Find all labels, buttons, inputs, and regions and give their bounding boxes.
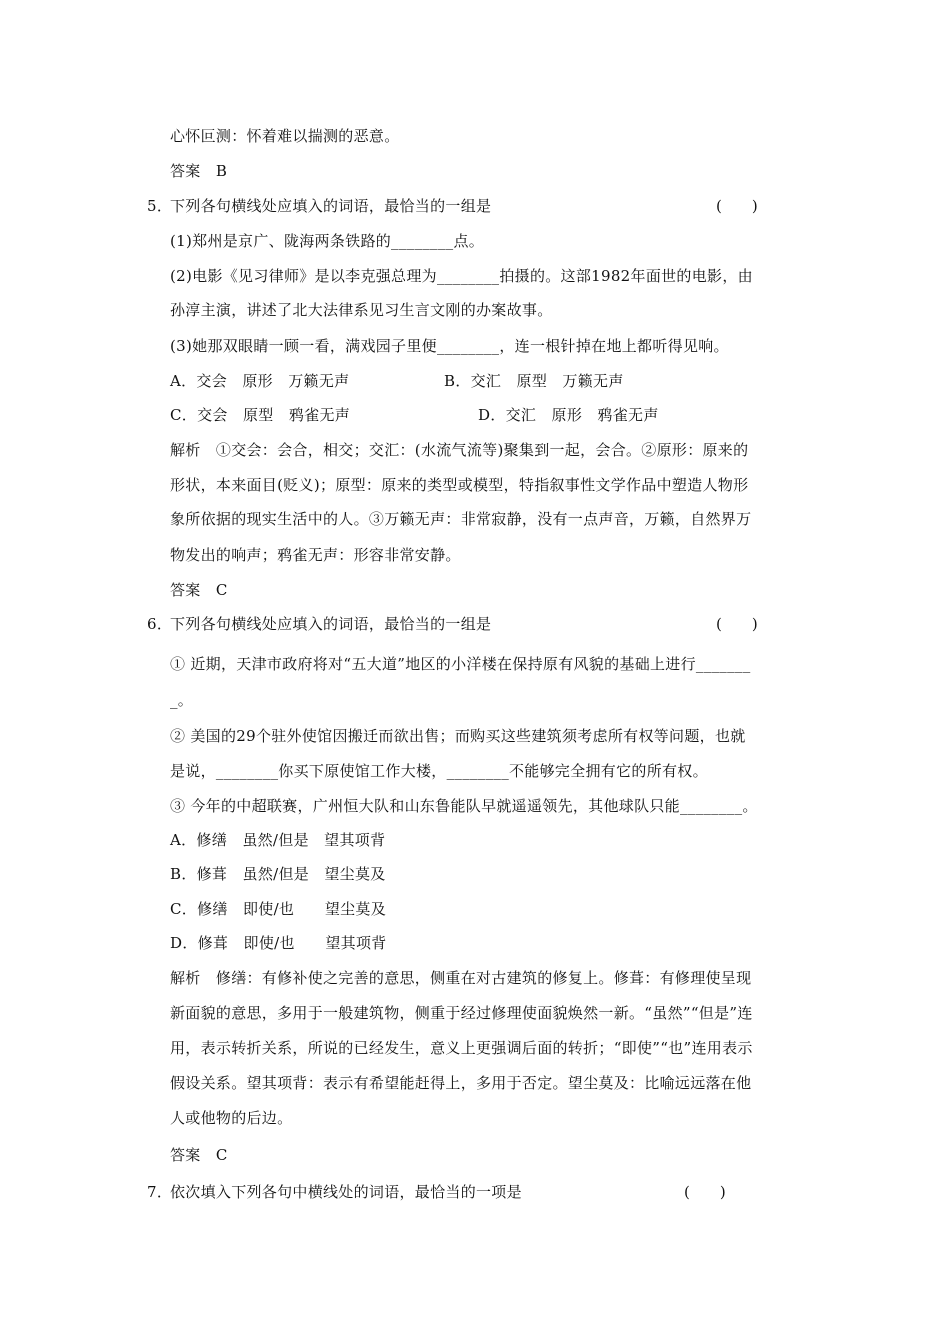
sentence-line: (1)郑州是京广、陇海两条铁路的________点。 bbox=[170, 232, 485, 250]
sentence-line: 孙淳主演，讲述了北大法律系见习生言文刚的办案故事。 bbox=[170, 301, 553, 319]
sentence-line: ③ 今年的中超联赛，广州恒大队和山东鲁能队早就遥遥领先，其他球队只能________。 bbox=[170, 797, 758, 815]
sentence-line: ② 美国的29个驻外使馆因搬迁而欲出售；而购买这些建筑须考虑所有权等问题，也就 bbox=[170, 727, 746, 745]
explanation-line: 象所依据的现实生活中的人。③万籁无声：非常寂静，没有一点声音，万籁，自然界万 bbox=[170, 510, 752, 528]
option-d: D．交汇 原形 鸦雀无声 bbox=[478, 406, 659, 424]
explanation-line: 解析 ①交会：会合，相交；交汇：(水流气流等)聚集到一起，会合。②原形：原来的 bbox=[170, 441, 749, 459]
option-b: B．交汇 原型 万籁无声 bbox=[444, 372, 624, 390]
answer-line: 答案 C bbox=[170, 1146, 228, 1164]
question-7-stem bbox=[147, 1182, 522, 1202]
option-c: C．修缮 即使/也 望尘莫及 bbox=[170, 900, 387, 918]
option-b: B．修葺 虽然/但是 望尘莫及 bbox=[170, 865, 386, 883]
question-5-stem bbox=[147, 196, 491, 216]
explanation-line: 用，表示转折关系，所说的已经发生，意义上更强调后面的转折；“即使”“也”连用表示 bbox=[170, 1039, 753, 1057]
text-line: 心怀叵测：怀着难以揣测的恶意。 bbox=[170, 127, 400, 145]
answer-paren: ( ) bbox=[716, 197, 758, 215]
explanation-line: 人或他物的后边。 bbox=[170, 1109, 293, 1127]
question-number: 5． bbox=[147, 197, 173, 215]
option-a: A．交会 原形 万籁无声 bbox=[170, 372, 350, 390]
question-number: 6． bbox=[147, 615, 173, 633]
sentence-line: _。 bbox=[170, 691, 194, 709]
question-number: 7． bbox=[147, 1183, 173, 1201]
question-6-stem bbox=[147, 614, 491, 634]
answer-paren: ( ) bbox=[684, 1183, 726, 1201]
explanation-line: 形状，本来面目(贬义)；原型：原来的类型或模型，特指叙事性文学作品中塑造人物形 bbox=[170, 476, 749, 494]
option-d: D．修葺 即使/也 望其项背 bbox=[170, 934, 387, 952]
sentence-line: 是说，________你买下原使馆工作大楼，________不能够完全拥有它的所有权。 bbox=[170, 762, 708, 780]
explanation-line: 假设关系。望其项背：表示有希望能赶得上，多用于否定。望尘莫及：比喻远远落在他 bbox=[170, 1074, 752, 1092]
sentence-line: (3)她那双眼睛一顾一看，满戏园子里便________，连一根针掉在地上都听得见响。 bbox=[170, 337, 729, 355]
explanation-line: 新面貌的意思，多用于一般建筑物，侧重于经过修理使面貌焕然一新。“虽然”“但是”连 bbox=[170, 1004, 753, 1022]
sentence-line: ① 近期，天津市政府将对“五大道”地区的小洋楼在保持原有风貌的基础上进行_______ bbox=[170, 655, 751, 673]
explanation-line: 解析 修缮：有修补使之完善的意思，侧重在对古建筑的修复上。修葺：有修理使呈现 bbox=[170, 969, 752, 987]
explanation-line: 物发出的响声；鸦雀无声：形容非常安静。 bbox=[170, 546, 461, 564]
question-text: 下列各句横线处应填入的词语，最恰当的一组是 bbox=[170, 197, 492, 215]
option-a: A．修缮 虽然/但是 望其项背 bbox=[170, 831, 386, 849]
answer-line: 答案 B bbox=[170, 162, 228, 180]
option-c: C．交会 原型 鸦雀无声 bbox=[170, 406, 351, 424]
answer-line: 答案 C bbox=[170, 581, 228, 599]
answer-paren: ( ) bbox=[716, 615, 758, 633]
sentence-line: (2)电影《见习律师》是以李克强总理为________拍摄的。这部1982年面世的电影，由 bbox=[170, 267, 753, 285]
question-text: 下列各句横线处应填入的词语，最恰当的一组是 bbox=[170, 615, 492, 633]
question-text: 依次填入下列各句中横线处的词语，最恰当的一项是 bbox=[170, 1183, 522, 1201]
